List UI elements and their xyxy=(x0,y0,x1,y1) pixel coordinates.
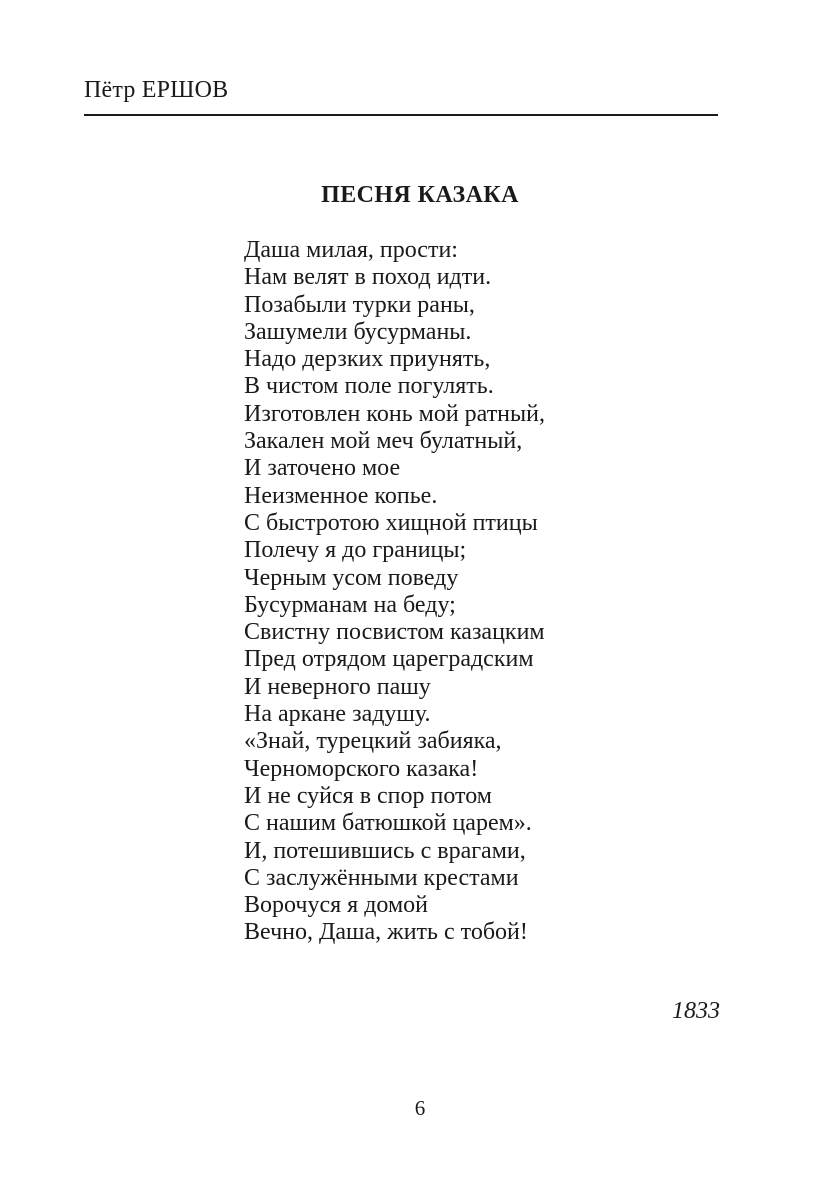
page-number: 6 xyxy=(414,1096,426,1120)
header-rule xyxy=(84,114,718,116)
poem-line: Черным усом поведу xyxy=(244,564,459,591)
poem-line: Пред отрядом цареградским xyxy=(244,646,534,673)
poem-line: Позабыли турки раны, xyxy=(244,291,475,318)
poem-line: Полечу я до границы; xyxy=(244,537,467,564)
poem-line: Надо дерзких приунять, xyxy=(244,346,491,373)
poem-line: Ворочуся я домой xyxy=(244,892,428,919)
poem-line: Зашумели бусурманы. xyxy=(244,318,472,345)
poem-line: И, потешившись с врагами, xyxy=(244,837,526,864)
poem-line: «Знай, турецкий забияка, xyxy=(244,728,502,755)
poem-line: На аркане задушу. xyxy=(244,701,431,728)
poem-line: Вечно, Даша, жить с тобой! xyxy=(244,919,528,946)
running-head-author: Пётр ЕРШОВ xyxy=(84,77,229,103)
poem-line: В чистом поле погулять. xyxy=(244,373,494,400)
poem-line: Закален мой меч булатный, xyxy=(244,428,523,455)
poem-line: С заслужёнными крестами xyxy=(244,864,519,891)
poem-line: И неверного пашу xyxy=(244,673,431,700)
poem-line: С быстротою хищной птицы xyxy=(244,509,538,536)
poem-line: И заточено мое xyxy=(244,455,401,482)
poem-line: Неизменное копье. xyxy=(244,482,438,509)
poem-line: Изготовлен конь мой ратный, xyxy=(244,400,545,427)
poem-line: С нашим батюшкой царем». xyxy=(244,810,532,837)
poem-line: Даша милая, прости: xyxy=(244,237,458,263)
poem-line: Бусурманам на беду; xyxy=(244,591,456,618)
poem-line: Нам велят в поход идти. xyxy=(244,264,492,291)
poem-title: ПЕСНЯ КАЗАКА xyxy=(321,182,519,208)
poem-line: Черноморского казака! xyxy=(244,755,479,782)
poem-date: 1833 xyxy=(672,998,720,1024)
poem-line: И не суйся в спор потом xyxy=(244,782,492,809)
poem-line: Свистну посвистом казацким xyxy=(244,619,545,646)
poem-body xyxy=(244,237,545,947)
